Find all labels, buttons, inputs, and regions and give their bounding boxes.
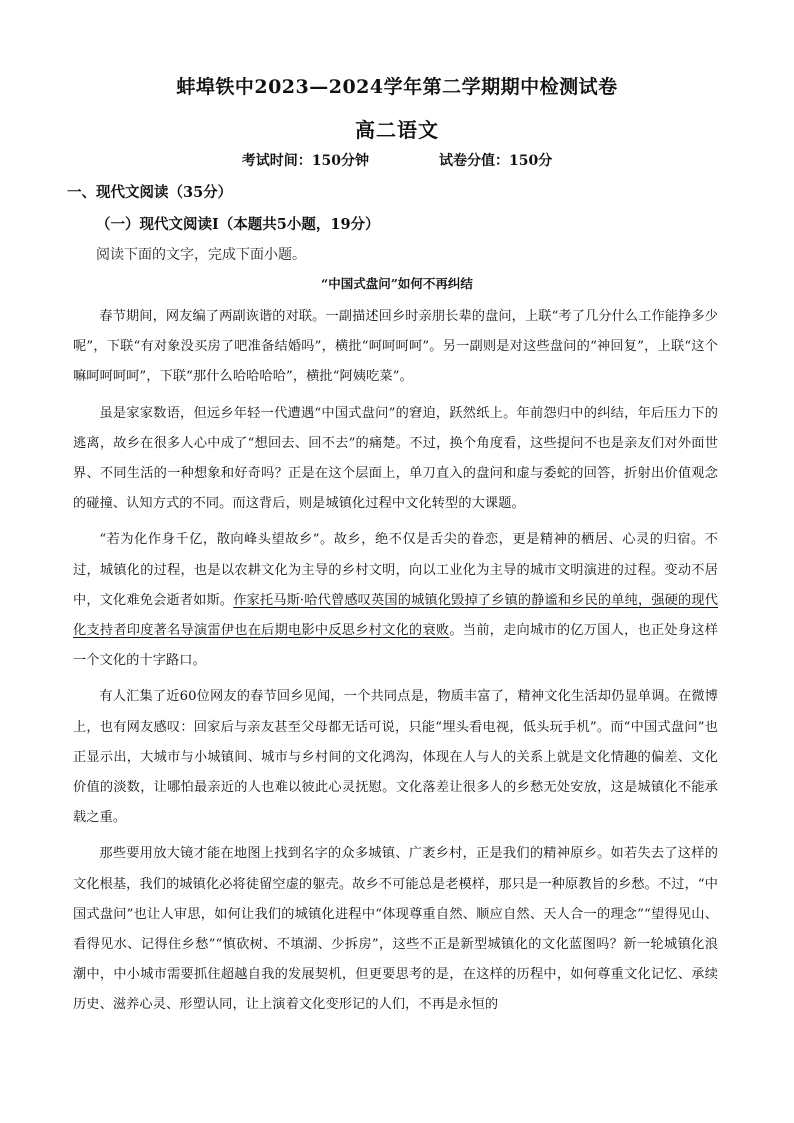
exam-subject: 高二语文 — [355, 118, 439, 142]
article-paragraph-4: 有人汇集了近60位网友的春节回乡见闻，一个共同点是，物质丰富了，精神文化生活却仍显单调。在微博上，也有网友感叹：回家后与亲友甚至父母都无话可说，只能“埋头看电视，低头玩手机”。而“中国式盘问”也正显示出，大城市与小城镇间、城市与乡村间的文化鸿沟，体现在人与人的关系上就是文化情趣的偏差、文化价值的淡数，让哪怕最亲近的人也难以彼此心灵抚慰。文化落差让很多人的乡愁无处安放，这是城镇化不能承载之重。 — [73, 689, 718, 826]
paragraph-3-text-b: 。当前，走向城市的亿万国人，也正处身这样一个文化的十字路口。 — [73, 623, 718, 669]
underlined-sentence: 作家托马斯·哈代曾感叹英国的城镇化毁掉了乡镇的静谧和乡民的单纯，强硬的现代化支持者印度著名导演雷伊也在后期电影中反思乡村文化的衰败 — [73, 592, 719, 639]
article-paragraph-5: 那些要用放大镜才能在地图上找到名字的众多城镇、广袤乡村，正是我们的精神原乡。如若失去了这样的文化根基，我们的城镇化必将徒留空虚的躯壳。故乡不可能总是老模样，那只是一种原教旨的乡愁。不过，“中国式盘问”也让人审思，如何让我们的城镇化进程中“体现尊重自然、顺应自然、天人合一的理念”“望得见山、看得见水、记得住乡愁”“慎砍树、不填湖、少拆房”，这些不正是新型城镇化的文化蓝图吗？新一轮城镇化浪潮中，中小城市需要抓住超越自我的发展契机，但更要思考的是，在这样的历程中，如何尊重文化记忆、承续历史、滋养心灵、形塑认同，让上演着文化变形记的人们，不再是永恒的 — [73, 846, 718, 1013]
article-paragraph-3 — [73, 525, 718, 676]
article-body — [73, 302, 718, 1027]
exam-time: 考试时间：150分钟 — [241, 153, 369, 169]
reading-instruction: 阅读下面的文字，完成下面小题。 — [96, 247, 306, 263]
paragraph-3-text-a: “若为化作身千亿，散向峰头望故乡”。故乡，绝不仅是舌尖的眷恋，更是精神的栖居、心灵的归宿。不过，城镇化的过程，也是以农耕文化为主导的乡村文明，向以工业化为主导的城市文明演进的过程。变动不居中，文化难免会逝者如斯。 — [73, 532, 718, 608]
section-heading: 一、现代文阅读（35分） — [67, 184, 233, 201]
article-paragraph-1: 春节期间，网友编了两副诙谐的对联。一副描述回乡时亲朋长辈的盘问，上联“考了几分什么工作能挣多少呢”，下联“有对象没买房了吧准备结婚吗”，横批“呵呵呵呵”。另一副则是对这些盘问的“神回复”，上联“这个嘛呵呵呵呵”，下联“那什么哈哈哈哈”，横批“阿姨吃菜”。 — [73, 309, 718, 385]
article-title: “中国式盘问”如何不再纠结 — [321, 276, 473, 291]
article-paragraph-2: 虽是家家数语，但远乡年轻一代遭遇“中国式盘问”的窘迫，跃然纸上。年前怨归中的纠结，年后压力下的逃离，故乡在很多人心中成了“想回去、回不去”的痛楚。不过，换个角度看，这些提问不也是亲友们对外面世界、不同生活的一种想象和好奇吗？正是在这个层面上，单刀直入的盘问和虚与委蛇的回答，折射出价值观念的碰撞、认知方式的不同。而这背后，则是城镇化过程中文化转型的大课题。 — [73, 405, 718, 512]
exam-score: 试卷分值：150分 — [439, 153, 553, 169]
subsection-heading: （一）现代文阅读Ⅰ（本题共5小题，19分） — [96, 216, 380, 233]
exam-meta — [0, 150, 794, 170]
exam-title: 蚌埠铁中2023—2024学年第二学期期中检测试卷 — [176, 76, 618, 98]
